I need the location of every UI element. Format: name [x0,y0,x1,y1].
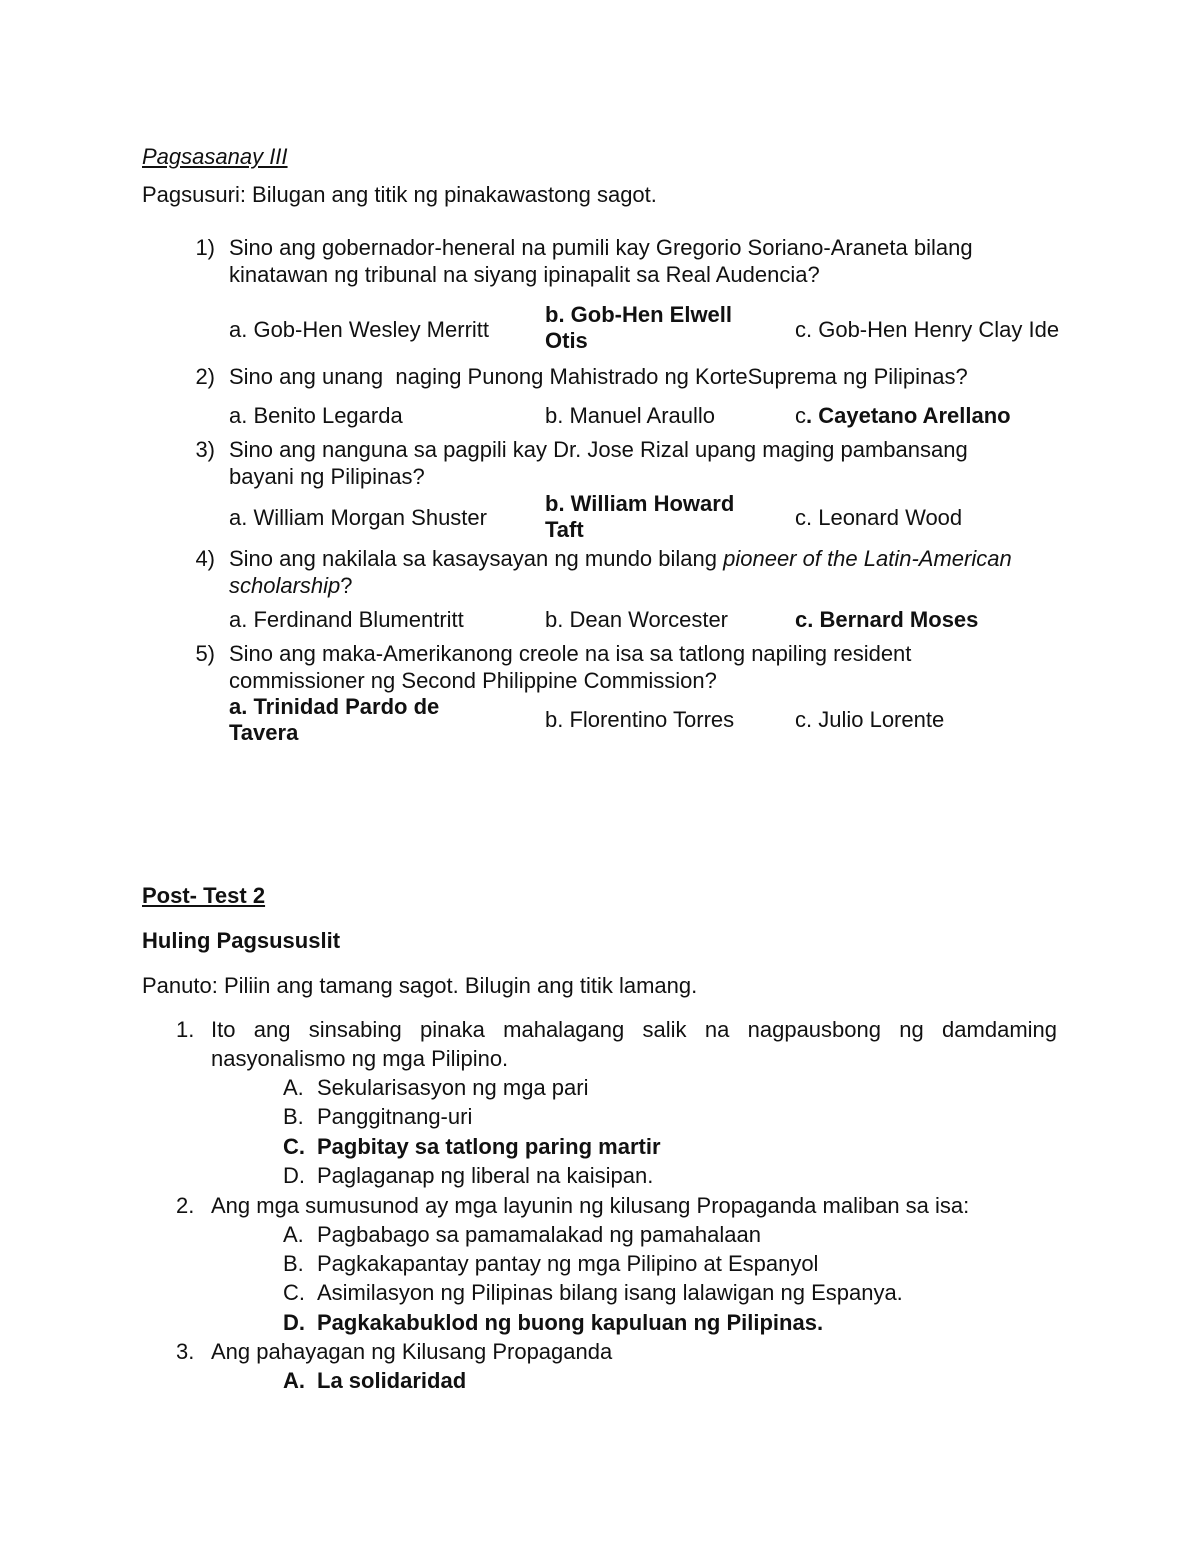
question-text [229,572,353,599]
option-a: a. Benito Legarda [229,403,403,428]
option-text-correct: Pagbitay sa tatlong paring martir [317,1134,661,1159]
option-text: . Cayetano Arellano [806,403,1011,428]
question-number: 1. [176,1017,195,1042]
question-number: 1) [195,235,215,260]
option-letter: D. [283,1163,305,1188]
option-a: a. Gob-Hen Wesley Merritt [229,317,490,342]
question-number: 2. [176,1193,195,1218]
option-c: c. Leonard Wood [795,505,963,530]
question-number: 3) [195,437,215,462]
question-text: Sino ang nanguna sa pagpili kay Dr. Jose Rizal upang maging pambansang [229,437,968,462]
section2-subtitle: Huling Pagsususlit [142,928,341,953]
option-text: Panggitnang-uri [317,1104,473,1129]
question-text: commissioner ng Second Philippine Commission? [229,668,717,693]
option-letter-correct: C. [283,1134,305,1159]
question-text-italic: scholarship [229,573,341,598]
question-text: bayani ng Pilipinas? [229,464,425,489]
question-number: 5) [195,641,215,666]
option-b: b. Dean Worcester [545,607,729,632]
question-text: Sino ang maka-Amerikanong creole na isa sa tatlong napiling resident [229,641,912,666]
option-letter: B. [283,1251,304,1276]
question-text: Sino ang gobernador-heneral na pumili kay Gregorio Soriano-Araneta bilang [229,235,973,260]
section1-instruction: Pagsusuri: Bilugan ang titik ng pinakawastong sagot. [142,182,657,207]
option-text: Pagkakapantay pantay ng mga Pilipino at Espanyol [317,1251,819,1276]
question-text: kinatawan ng tribunal na siyang ipinapalit sa Real Audencia? [229,262,820,287]
question-text: Ito ang sinsabing pinaka mahalagang salik na nagpausbong ng damdaming nasyonalismo ng mga Pilipino. [211,1017,1057,1071]
option-text-correct: La solidaridad [317,1368,467,1393]
option-prefix: c [795,403,806,428]
option-c-correct: c. Bernard Moses [795,607,979,632]
option-b-correct: b. William Howard Taft [545,491,735,542]
option-b-correct: b. Gob-Hen Elwell Otis [545,302,733,353]
option-b: b. Florentino Torres [545,707,735,732]
question-text-plain: Sino ang nakilala sa kasaysayan ng mundo bilang [229,546,724,571]
option-letter: B. [283,1104,304,1129]
option-c: c. Gob-Hen Henry Clay Ide [795,317,1060,342]
section2-instruction: Panuto: Piliin ang tamang sagot. Bilugin ang titik lamang. [142,973,698,998]
option-a-correct: a. Trinidad Pardo de Tavera [229,694,440,745]
option-text: Paglaganap ng liberal na kaisipan. [317,1163,654,1188]
option-a: a. William Morgan Shuster [229,505,487,530]
option-letter-correct: D. [283,1310,305,1335]
option-a: a. Ferdinand Blumentritt [229,607,464,632]
section1-title: Pagsasanay III [142,144,288,169]
option-letter: A. [283,1075,304,1100]
question-number: 3. [176,1339,195,1364]
question-text: Ang pahayagan ng Kilusang Propaganda [211,1339,613,1364]
option-text: Pagbabago sa pamamalakad ng pamahalaan [317,1222,761,1247]
section2-title: Post- Test 2 [142,883,266,908]
option-letter: A. [283,1222,304,1247]
question-text-italic: pioneer of the Latin-American [723,546,1012,571]
question-number: 4) [195,546,215,571]
option-text: Asimilasyon ng Pilipinas bilang isang lalawigan ng Espanya. [317,1280,903,1305]
option-text: Sekularisasyon ng mga pari [317,1075,589,1100]
question-text [229,545,1012,572]
option-c-correct [795,402,1011,429]
question-number: 2) [195,364,215,389]
question-text: Ang mga sumusunod ay mga layunin ng kilusang Propaganda maliban sa isa: [211,1193,970,1218]
question-text-plain: ? [340,573,353,598]
option-letter-correct: A. [283,1368,305,1393]
option-letter: C. [283,1280,305,1305]
option-text-correct: Pagkakabuklod ng buong kapuluan ng Pilipinas. [317,1310,824,1335]
option-b: b. Manuel Araullo [545,403,715,428]
option-c: c. Julio Lorente [795,707,945,732]
question-text: Sino ang unang naging Punong Mahistrado ng KorteSuprema ng Pilipinas? [229,364,968,389]
